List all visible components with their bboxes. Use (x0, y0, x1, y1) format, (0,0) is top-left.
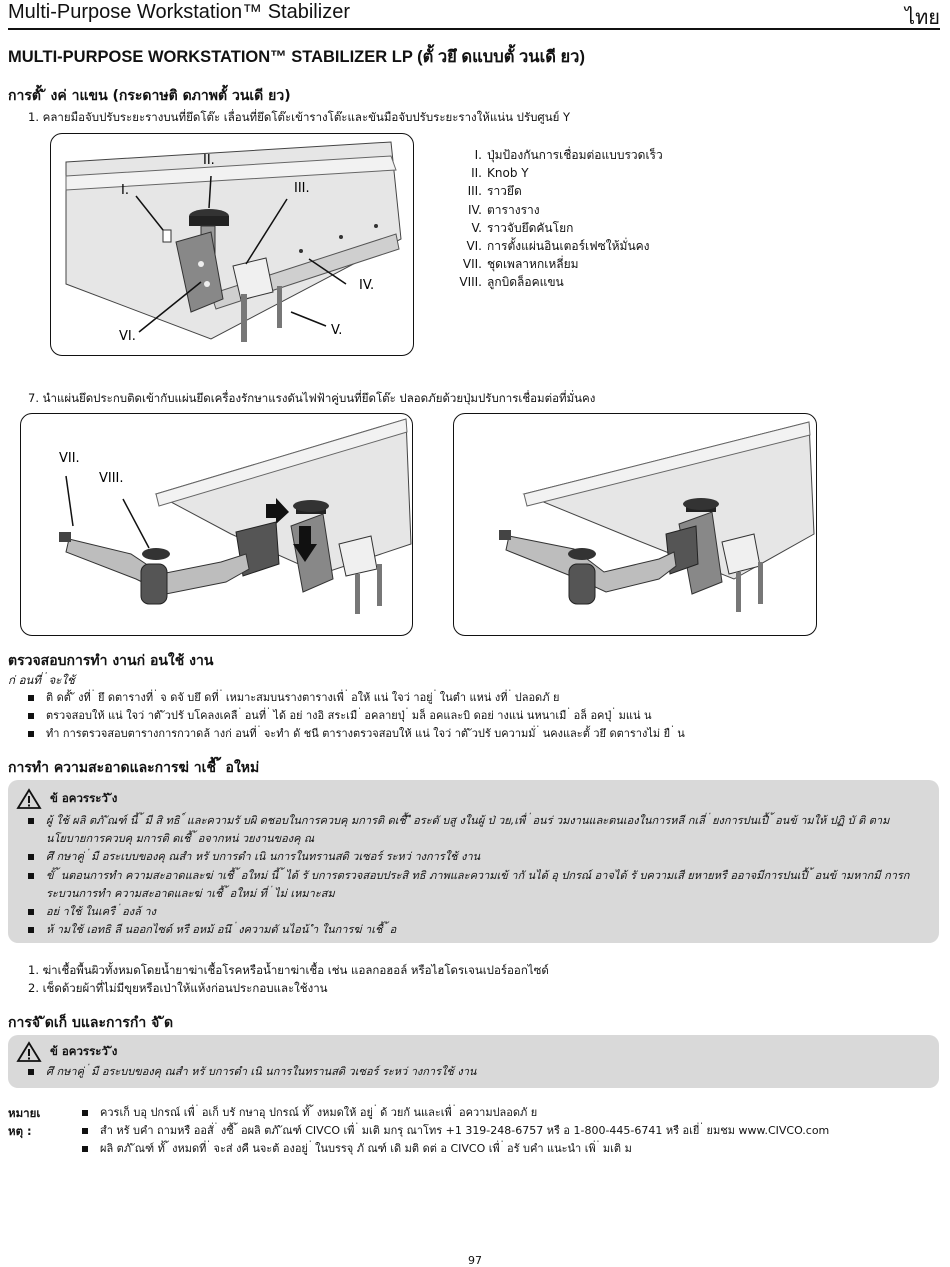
legend-item: VIII. ลูกบิดล็อคแขน (459, 275, 564, 290)
check-subtitle: ก่ อนที่ ่ จะใช้ (8, 673, 75, 687)
check-bullet-list (24, 689, 940, 744)
caution-header (16, 1041, 939, 1063)
parts-legend (455, 146, 663, 292)
fig1-label-3: III. (294, 181, 310, 196)
list-item: ขั้ ้ นตอนการทำ ความสะอาดและฆ่ าเชื้ ้ อใหม่ นี้ ้ ได้ รั บการตรวจสอบประสิ ทธิ ภาพและความเข้ ากั นได้ อุ ปกรณ์ อาจได้ รั บความเสี ยหายหรื ออาจมีการปนเปื้ ้ อนข้ ามหากมี การกระบวนการทำ ความสะอาดและฆ่ าเชื้ ้ อใหม่ ที่ ่ ไม่ เหมาะสม (24, 867, 919, 903)
list-item: ควรเก็ บอุ ปกรณ์ เพื่ ่ อเก็ บรั กษาอุ ปกรณ์ ทั้ ้ งหมดให้ อยู่ ่ ด้ วยกั นและเพื่ ่ อความปลอดภั ย (78, 1104, 898, 1122)
caution-list (24, 1063, 919, 1081)
fig2-label-7: VII. (59, 451, 80, 466)
legend-item: VII. ชุดเพลาหกเหลี่ยม (462, 257, 579, 272)
figure-arm-attach-after (453, 413, 817, 636)
table-clamp-illustration (51, 134, 414, 356)
caution-title: ข้ อควรระวั ัง (50, 791, 118, 805)
caution-box-storage (8, 1035, 939, 1088)
section-title-cleaning: การทำ ความสะอาดและการฆ่ าเชื้ ้ อใหม่ (8, 760, 260, 776)
warning-triangle-icon (16, 788, 42, 810)
legend-item: IV. ตารางราง (467, 202, 540, 217)
caution-title: ข้ อควรระวั ัง (50, 1044, 118, 1058)
product-title: MULTI-PURPOSE WORKSTATION™ STABILIZER LP (ตั้ วยึ ดแบบตั้ วนเดี ยว) (8, 48, 585, 66)
fig1-label-6: VI. (119, 329, 136, 344)
list-item: ผลิ ตภั ัณฑ์ ทั้ ้ งหมดที่ ่ จะส่ งคื นจะต้ องอยู่ ่ ในบรรจุ ภั ณฑ์ เดิ มติ ดต่ อ CIVCO เพื่ ่ อรั บคำ แนะนำ เพิ่ ่ มเติ ม (78, 1140, 898, 1158)
legend-item: VI. การตั้งแผ่นอินเตอร์เฟซให้มั่นคง (466, 239, 650, 254)
section-title-storage: การจั ัดเก็ บและการกำ จั ัด (8, 1015, 174, 1031)
figure-table-clamp (50, 133, 414, 356)
legend-item: II. Knob Y (471, 166, 529, 181)
warning-triangle-icon (16, 1041, 42, 1063)
section-title-setup: การตั้ ั งค่ าแขน (กระดาษติ ดภาพตั้ วนเดี ยว) (8, 88, 291, 104)
step-1: 1. คลายมือจับปรับระยะรางบนที่ยึดโต๊ะ เลื่อนที่ยึดโต๊ะเข้ารางโต๊ะและขันมือจับปรับระยะรางให้แน่น ปรับศูนย์ Y (28, 110, 571, 124)
cleaning-step-2: 2. เช็ดด้วยผ้าที่ไม่มีขุยหรือเป่าให้แห้งก่อนประกอบและใช้งาน (28, 981, 328, 995)
list-item: ผู้ ใช้ ผลิ ตภั ัณฑ์ นี้ ้ มี สิ ทธิ ์ และความรั บผิ ดชอบในการควบคุ มการติ ดเชื้ ื อระดั บสู งในผู้ ป่ วย,เพื่ ่ อนร่ วมงานและตนเองในการหลี กเลี่ ่ ยงการปนเปื้ ้ อนข้ ามให้ ปฏิ บั ติ ตามนโยบายการควบคุ มการติ ดเชื้ ้ อจากหน่ วยงานของคุ ณ (24, 812, 919, 848)
header-language: ไทย (905, 5, 940, 29)
arm-attach-before-illustration (21, 414, 413, 636)
caution-header (16, 788, 939, 810)
fig2-label-8: VIII. (99, 471, 124, 486)
figure-arm-attach-before (20, 413, 413, 636)
fig1-label-4: IV. (359, 278, 375, 293)
page-number: 97 (468, 1254, 482, 1267)
legend-item: I. ปุ่มป้องกันการเชื่อมต่อแบบรวดเร็ว (474, 148, 663, 162)
legend-item: V. ราวจับยึดคันโยก (471, 220, 574, 235)
list-item: ศึ กษาคู่ ่ มื อระเบบของคุ ณสำ หรั บการดำ เนิ นการในทรานสดิ วเซอร์ ระหว่ างการใช้ งาน (24, 848, 919, 866)
fig1-label-1: I. (121, 183, 129, 198)
notes-list (78, 1104, 898, 1159)
fig1-label-2: II. (203, 153, 215, 168)
note-label: หมายเ หตุ : (8, 1106, 41, 1138)
list-item: ศึ กษาคู่ ่ มื อระบบของคุ ณสำ หรั บการดำ เนิ นการในทรานสดิ วเซอร์ ระหว่ างการใช้ งาน (24, 1063, 919, 1081)
header-title: Multi-Purpose Workstation™ Stabilizer (8, 1, 350, 23)
list-item: ติ ดตั้ ั งที่ ่ ยึ ดตารางที่ ่ จ ดจั บยึ ดที่ ่ เหมาะสมบนรางตารางเพื่ ่ อให้ แน่ ใจว่ าอยู่ ่ ในตำ แหน่ งที่ ่ ปลอดภั ย (24, 689, 940, 707)
arm-attach-after-illustration (454, 414, 817, 636)
step-7: 7. นำแผ่นยึดประกบติดเข้ากับแผ่นยึดเครื่องรักษาแรงดันไฟฟ้าคู่บนที่ยึดโต๊ะ ปลอดภัยด้วยปุ่มปรับการเชื่อมต่อที่มั่นคง (28, 391, 596, 405)
list-item: สำ หรั บคำ ถามหรื ออสั่ ่ งซื้ ้ อผลิ ตภั ัณฑ์ CIVCO เพื่ ่ มเติ มกรุ ณาโทร +1 319-248-6757 หรื อ 1-800-445-6741 หรื อเยี่ ่ ยมชม www.CIVCO.com (78, 1122, 898, 1140)
legend-item: III. ราวยึด (467, 184, 522, 199)
section-title-check: ตรวจสอบการทำ งานก่ อนใช้ งาน (8, 653, 214, 669)
list-item: ตรวจสอบให้ แน่ ใจว่ าตั ัวปรั บโคลงเคลื ่ อนที่ ่ ได้ อย่ างอิ สระเมื ่ อคลายปุ่ ่ มล็ อคและบิ ดอย่ างแน่ นหนาเมื ่ อล็ อคปุ่ ่ มแน่ น (24, 707, 940, 725)
cleaning-step-1: 1. ฆ่าเชื้อพื้นผิวทั้งหมดโดยน้ำยาฆ่าเชื้อโรคหรือน้ำยาฆ่าเชื้อ เช่น แอลกอฮอล์ หรือไฮโดรเจนเปอร์ออกไซด์ (28, 963, 549, 977)
list-item: ห้ ามใช้ เอทธิ ลี นออกไซด์ หรื อหม้ อนึ ่ งความดั นไอน้ ำ ในการฆ่ าเชื้ ้ อ (24, 921, 919, 939)
caution-list (24, 812, 919, 939)
list-item: อย่ าใช้ ในเครื ่ องล้ าง (24, 903, 919, 921)
page-header (8, 0, 940, 30)
list-item: ทำ การตรวจสอบตารางการกวาดล้ างก่ อนที่ ่ จะทำ ดั ชนี ตารางตรวจสอบให้ แน่ ใจว่ าตั ัวปรั บความมั่ ่ นคงและตั้ วยึ ดตารางไม่ ยื ่ น (24, 725, 940, 743)
fig1-label-5: V. (331, 323, 343, 338)
caution-box-cleaning (8, 780, 939, 943)
